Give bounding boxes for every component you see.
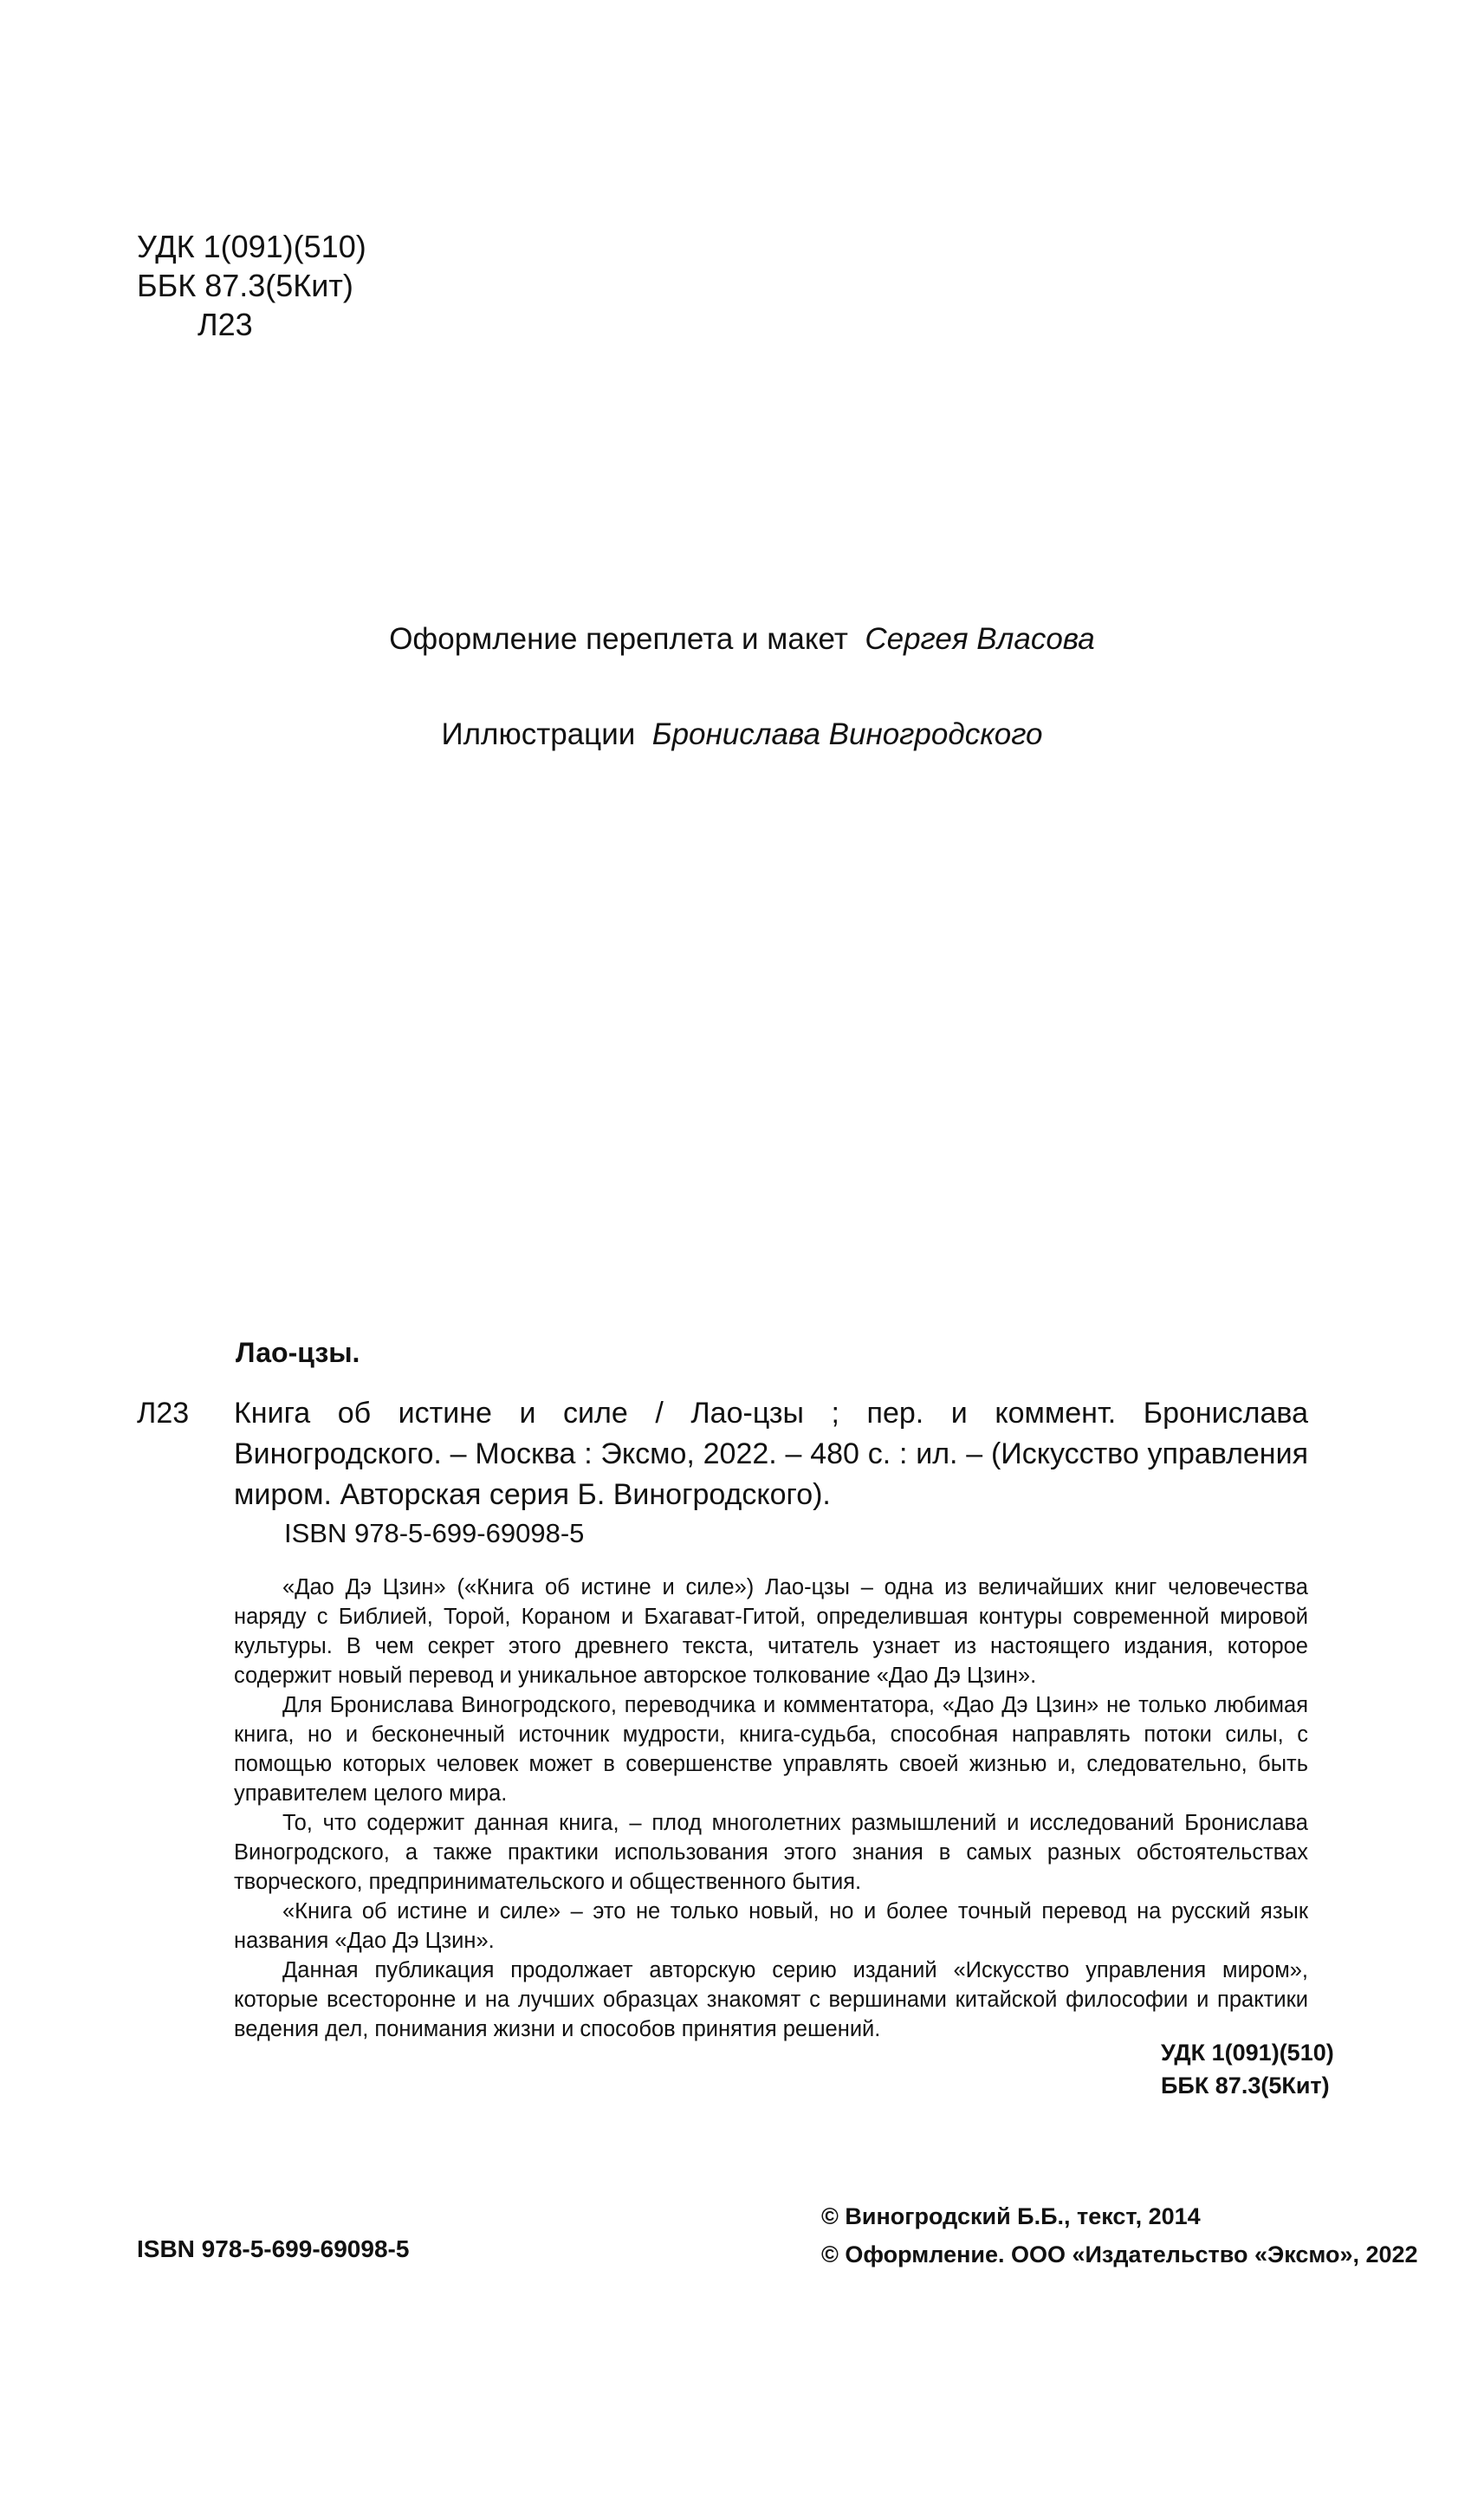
annotation — [234, 1573, 1308, 2044]
udk-code: УДК 1(091)(510) — [1161, 2040, 1334, 2066]
udk-code: УДК 1(091)(510) — [137, 229, 366, 264]
illustrations-credit — [0, 717, 1484, 752]
illustrator-name: Бронислава Виногродского — [651, 717, 1043, 751]
annotation-paragraph: То, что содержит данная книга, – плод многолетних размышлений и исследований Бронислава Виногродского, а также практики использования этого знания в самых разных обстоятельствах творческого, предпринимательского и общественного бытия. — [234, 1811, 1308, 1894]
record-author-mark: Л23 — [137, 1397, 190, 1430]
illustrations-label: Иллюстрации — [441, 717, 636, 751]
record-author: Лао-цзы. — [236, 1337, 360, 1368]
classification-codes-bottom — [1161, 2036, 1334, 2102]
annotation-paragraph: Данная публикация продолжает авторскую серию изданий «Искусство управления миром», которые всесторонне и на лучших образцах знакомят с вершинами китайской философии и практики ведения дел, понимания жизни и способов принятия решений. — [234, 1958, 1308, 2041]
annotation-paragraph: «Книга об истине и силе» – это не только новый, но и более точный перевод на русский язык названия «Дао Дэ Цзин». — [234, 1899, 1308, 1953]
bibliographic-description: Книга об истине и силе / Лао-цзы ; пер. и коммент. Бронислава Виногродского. – Москва : Эксмо, 2022. – 480 с. : ил. – (Искусство управления миром. Авторская серия Б. Виногродского). — [234, 1397, 1308, 1511]
copyright-notices — [821, 2197, 1418, 2274]
bbk-code: ББК 87.3(5Кит) — [1161, 2073, 1330, 2099]
isbn-bottom: ISBN 978-5-699-69098-5 — [137, 2235, 410, 2262]
bbk-code: ББК 87.3(5Кит) — [137, 268, 353, 303]
cover-designer-name: Сергея Власова — [865, 622, 1095, 656]
annotation-paragraph: Для Бронислава Виногродского, переводчика и комментатора, «Дао Дэ Цзин» не только любимая книга, но и бесконечный источник мудрости, книга-судьба, способная направлять потоки силы, с помощью которых человек может в совершенстве управлять своей жизнью и, следовательно, быть управителем целого мира. — [234, 1693, 1308, 1806]
cover-design-label: Оформление переплета и макет — [389, 622, 848, 656]
annotation-paragraph: «Дао Дэ Цзин» («Книга об истине и силе») Лао-цзы – одна из величайших книг человечества наряду с Библией, Торой, Кораном и Бхагават-Гитой, определившая контуры современной мировой культуры. В чем секрет этого древнего текста, читатель узнает из настоящего издания, которое содержит новый перевод и уникальное авторское толкование «Дао Дэ Цзин». — [234, 1575, 1308, 1688]
copyright-text: © Виногродский Б.Б., текст, 2014 — [821, 2203, 1201, 2229]
record-isbn: ISBN 978-5-699-69098-5 — [284, 1518, 585, 1548]
cover-design-credit — [0, 622, 1484, 657]
copyright-design: © Оформление. ООО «Издательство «Эксмо», 2022 — [821, 2241, 1418, 2267]
classification-codes-top — [137, 227, 366, 344]
author-mark: Л23 — [198, 307, 253, 342]
